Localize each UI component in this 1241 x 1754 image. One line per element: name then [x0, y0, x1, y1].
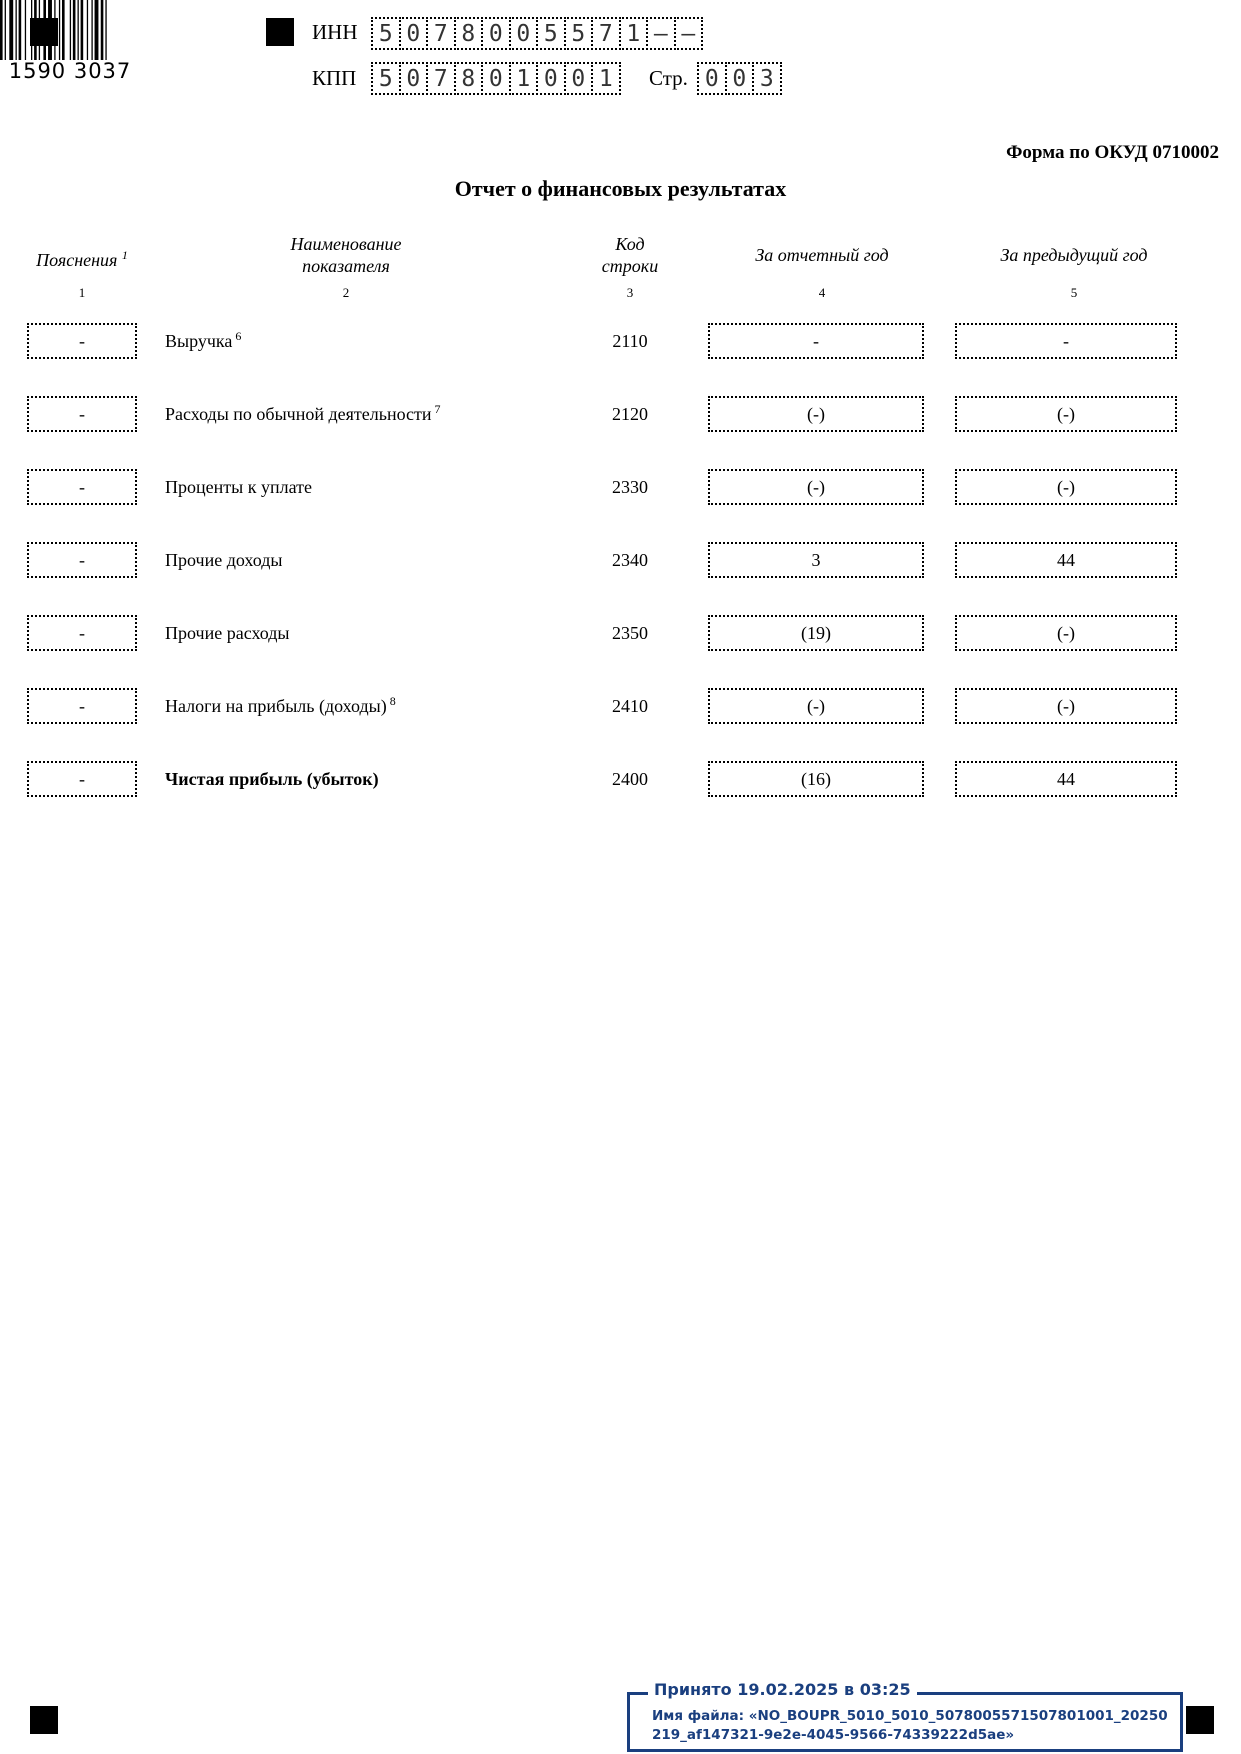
- row-line-code: 2110: [612, 331, 648, 351]
- row-current-year-value: (-): [708, 396, 924, 432]
- row-current-year-value: (19): [708, 615, 924, 651]
- row-line-code: 2120: [612, 404, 648, 424]
- row-explanation-box: -: [27, 688, 137, 724]
- row-current-year-value: (-): [708, 688, 924, 724]
- row-current-year-value: -: [708, 323, 924, 359]
- row-indicator-text: Прочие доходы: [165, 550, 283, 570]
- row-indicator-name: [165, 396, 441, 432]
- col-explanations-label: Пояснения: [36, 250, 118, 270]
- page-digit-cell: 0: [697, 62, 727, 95]
- kpp-digit-cell: 0: [564, 62, 594, 95]
- row-indicator-text: Налоги на прибыль (доходы): [165, 696, 387, 716]
- barcode-bars: [0, 0, 140, 60]
- col-code-line2: строки: [601, 256, 659, 276]
- row-previous-year-value: (-): [955, 396, 1177, 432]
- inn-digit-cell: 5: [371, 17, 401, 50]
- inn-digit-cell: 1: [619, 17, 649, 50]
- inn-digit-cell: –: [646, 17, 676, 50]
- registration-marker-bottom-left: [30, 1706, 58, 1734]
- row-indicator-text: Расходы по обычной деятельности: [165, 404, 432, 424]
- row-indicator-name: [165, 688, 396, 724]
- barcode: [0, 0, 140, 83]
- page-digit-cell: 3: [752, 62, 782, 95]
- col-current-year-header: За отчетный год: [755, 245, 889, 265]
- inn-digit-cell: –: [674, 17, 704, 50]
- row-indicator-name: [165, 542, 282, 578]
- col-number-4: 4: [818, 285, 826, 300]
- row-explanation-box: -: [27, 542, 137, 578]
- row-previous-year-value: 44: [955, 761, 1177, 797]
- row-line-code: 2400: [612, 769, 648, 789]
- inn-cells: [371, 17, 703, 50]
- stamp-title: Принято 19.02.2025 в 03:25: [648, 1680, 917, 1699]
- form-okud-code: Форма по ОКУД 0710002: [1006, 142, 1219, 163]
- table-row: [0, 469, 1241, 507]
- inn-digit-cell: 0: [399, 17, 429, 50]
- kpp-digit-cell: 0: [481, 62, 511, 95]
- row-line-code: 2330: [612, 477, 648, 497]
- table-row: [0, 688, 1241, 726]
- col-number-3: 3: [626, 285, 634, 300]
- col-number-1: 1: [78, 285, 86, 300]
- col-number-2: 2: [342, 285, 350, 300]
- col-code-header: [580, 233, 680, 277]
- acceptance-stamp: [627, 1680, 1183, 1752]
- table-row: [0, 615, 1241, 653]
- row-previous-year-value: (-): [955, 469, 1177, 505]
- row-indicator-text: Прочие расходы: [165, 623, 290, 643]
- inn-digit-cell: 0: [481, 17, 511, 50]
- stamp-file-name: Имя файла: «NO_BOUPR_5010_5010_5078005571507801001_20250219_af147321-9e2e-4045-9566-74339222d5ae»: [652, 1708, 1168, 1743]
- row-previous-year-value: 44: [955, 542, 1177, 578]
- page-number-cells: [697, 62, 782, 95]
- col-number-5: 5: [1070, 285, 1078, 300]
- inn-label: ИНН: [312, 20, 358, 44]
- row-explanation-box: -: [27, 469, 137, 505]
- inn-digit-cell: 5: [564, 17, 594, 50]
- kpp-digit-cell: 1: [509, 62, 539, 95]
- page-digit-cell: 0: [725, 62, 755, 95]
- kpp-digit-cell: 5: [371, 62, 401, 95]
- table-row: [0, 542, 1241, 580]
- registration-marker-top-center: [266, 18, 294, 46]
- row-previous-year-value: -: [955, 323, 1177, 359]
- col-previous-year-header: За предыдущий год: [1000, 245, 1148, 265]
- col-code-line1: Код: [615, 234, 645, 254]
- row-line-code: 2410: [612, 696, 648, 716]
- kpp-digit-cell: 0: [536, 62, 566, 95]
- inn-digit-cell: 7: [426, 17, 456, 50]
- inn-digit-cell: 0: [509, 17, 539, 50]
- row-previous-year-value: (-): [955, 615, 1177, 651]
- row-indicator-text: Выручка: [165, 331, 233, 351]
- kpp-digit-cell: 8: [454, 62, 484, 95]
- row-footnote-mark: 7: [431, 402, 441, 416]
- inn-digit-cell: 5: [536, 17, 566, 50]
- row-indicator-text: Чистая прибыль (убыток): [165, 769, 379, 789]
- row-footnote-mark: 8: [386, 694, 396, 708]
- kpp-digit-cell: 0: [399, 62, 429, 95]
- row-indicator-name: [165, 615, 290, 651]
- registration-marker-bottom-right: [1186, 1706, 1214, 1734]
- kpp-digit-cell: 1: [591, 62, 621, 95]
- barcode-number: 1590 3037: [8, 59, 132, 83]
- row-current-year-value: (-): [708, 469, 924, 505]
- col-name-header: [246, 233, 446, 277]
- row-explanation-box: -: [27, 761, 137, 797]
- kpp-digit-cell: 7: [426, 62, 456, 95]
- row-indicator-name: [165, 761, 379, 797]
- table-row: [0, 761, 1241, 799]
- col-explanations-note: 1: [121, 248, 128, 262]
- page-label: Стр.: [649, 66, 688, 90]
- row-footnote-mark: 6: [232, 329, 242, 343]
- kpp-cells: [371, 62, 621, 95]
- row-indicator-text: Проценты к уплате: [165, 477, 312, 497]
- row-explanation-box: -: [27, 323, 137, 359]
- row-previous-year-value: (-): [955, 688, 1177, 724]
- row-current-year-value: (16): [708, 761, 924, 797]
- row-line-code: 2340: [612, 550, 648, 570]
- row-current-year-value: 3: [708, 542, 924, 578]
- col-name-line2: показателя: [302, 256, 390, 276]
- row-explanation-box: -: [27, 396, 137, 432]
- report-title: Отчет о финансовых результатах: [454, 176, 787, 201]
- kpp-label: КПП: [312, 66, 357, 90]
- row-explanation-box: -: [27, 615, 137, 651]
- table-row: [0, 323, 1241, 361]
- row-line-code: 2350: [612, 623, 648, 643]
- inn-digit-cell: 8: [454, 17, 484, 50]
- row-indicator-name: [165, 323, 241, 359]
- col-name-line1: Наименование: [290, 234, 402, 254]
- inn-digit-cell: 7: [591, 17, 621, 50]
- col-explanations-header: [20, 244, 144, 271]
- table-row: [0, 396, 1241, 434]
- row-indicator-name: [165, 469, 312, 505]
